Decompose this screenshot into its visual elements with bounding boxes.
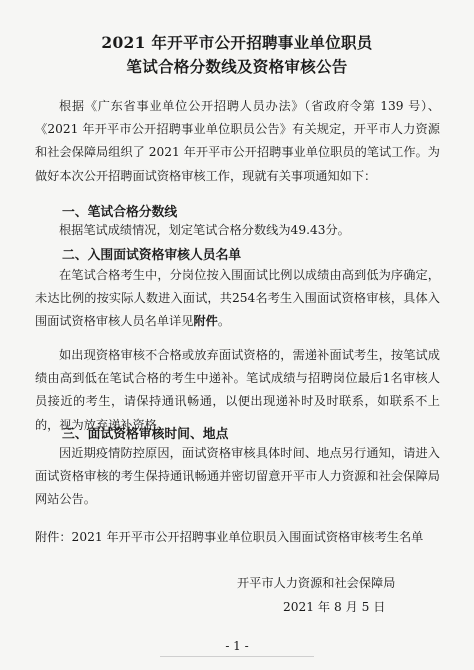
- section2-heading: 二、入围面试资格审核人员名单: [62, 248, 242, 263]
- document-title-line1: 2021 年开平市公开招聘事业单位职员: [101, 33, 373, 52]
- document-title-line2: 笔试合格分数线及资格审核公告: [126, 57, 348, 76]
- section2-paragraph: [35, 264, 440, 334]
- attachment-reference: 附件: [193, 314, 218, 329]
- section1-heading: 一、笔试合格分数线: [62, 205, 178, 220]
- section2-text-end: 。: [217, 314, 230, 329]
- page-number-divider: [160, 656, 314, 657]
- section2-text-main: 在笔试合格考生中，分岗位按入围面试比例以成绩由高到低为序确定，未达比例的按实际人数进入面试，共254名考生入围面试资格审核，具体入围面试资格审核人员名单详见: [35, 268, 440, 329]
- section1-paragraph: 根据笔试成绩情况，划定笔试合格分数线为49.43分。: [59, 223, 350, 237]
- section3-paragraph: 因近期疫情防控原因，面试资格审核具体时间、地点另行通知，请进入面试资格审核的考生保持通讯畅通并密切留意开平市人力资源和社会保障局网站公告。: [35, 446, 440, 507]
- issue-date: 2021 年 8 月 5 日: [283, 600, 386, 614]
- issuer-name: 开平市人力资源和社会保障局: [237, 576, 396, 590]
- section2-paragraph-2: 如出现资格审核不合格或放弃面试资格的，需递补面试考生，按笔试成绩由高到低在笔试合格的考生中递补。笔试成绩与招聘岗位最后1名审核人员接近的考生，请保持通讯畅通，以便出现递补时及时联系，如联系不上的，视为放弃递补资格。: [35, 348, 440, 432]
- section3-heading: 三、面试资格审核时间、地点: [62, 427, 229, 442]
- intro-paragraph: 根据《广东省事业单位公开招聘人员办法》（省政府令第 139 号）、《2021 年开平市公开招聘事业单位职员公告》有关规定，开平市人力资源和社会保障局组织了 2021 年开平市公开招聘事业单位职员的笔试工作。为做好本次公开招聘面试资格审核工作，现就有关事项通知如下：: [35, 99, 440, 183]
- page-number: - 1 -: [225, 639, 249, 653]
- attachment-line: 附件：2021 年开平市公开招聘事业单位职员入围面试资格审核考生名单: [35, 530, 424, 544]
